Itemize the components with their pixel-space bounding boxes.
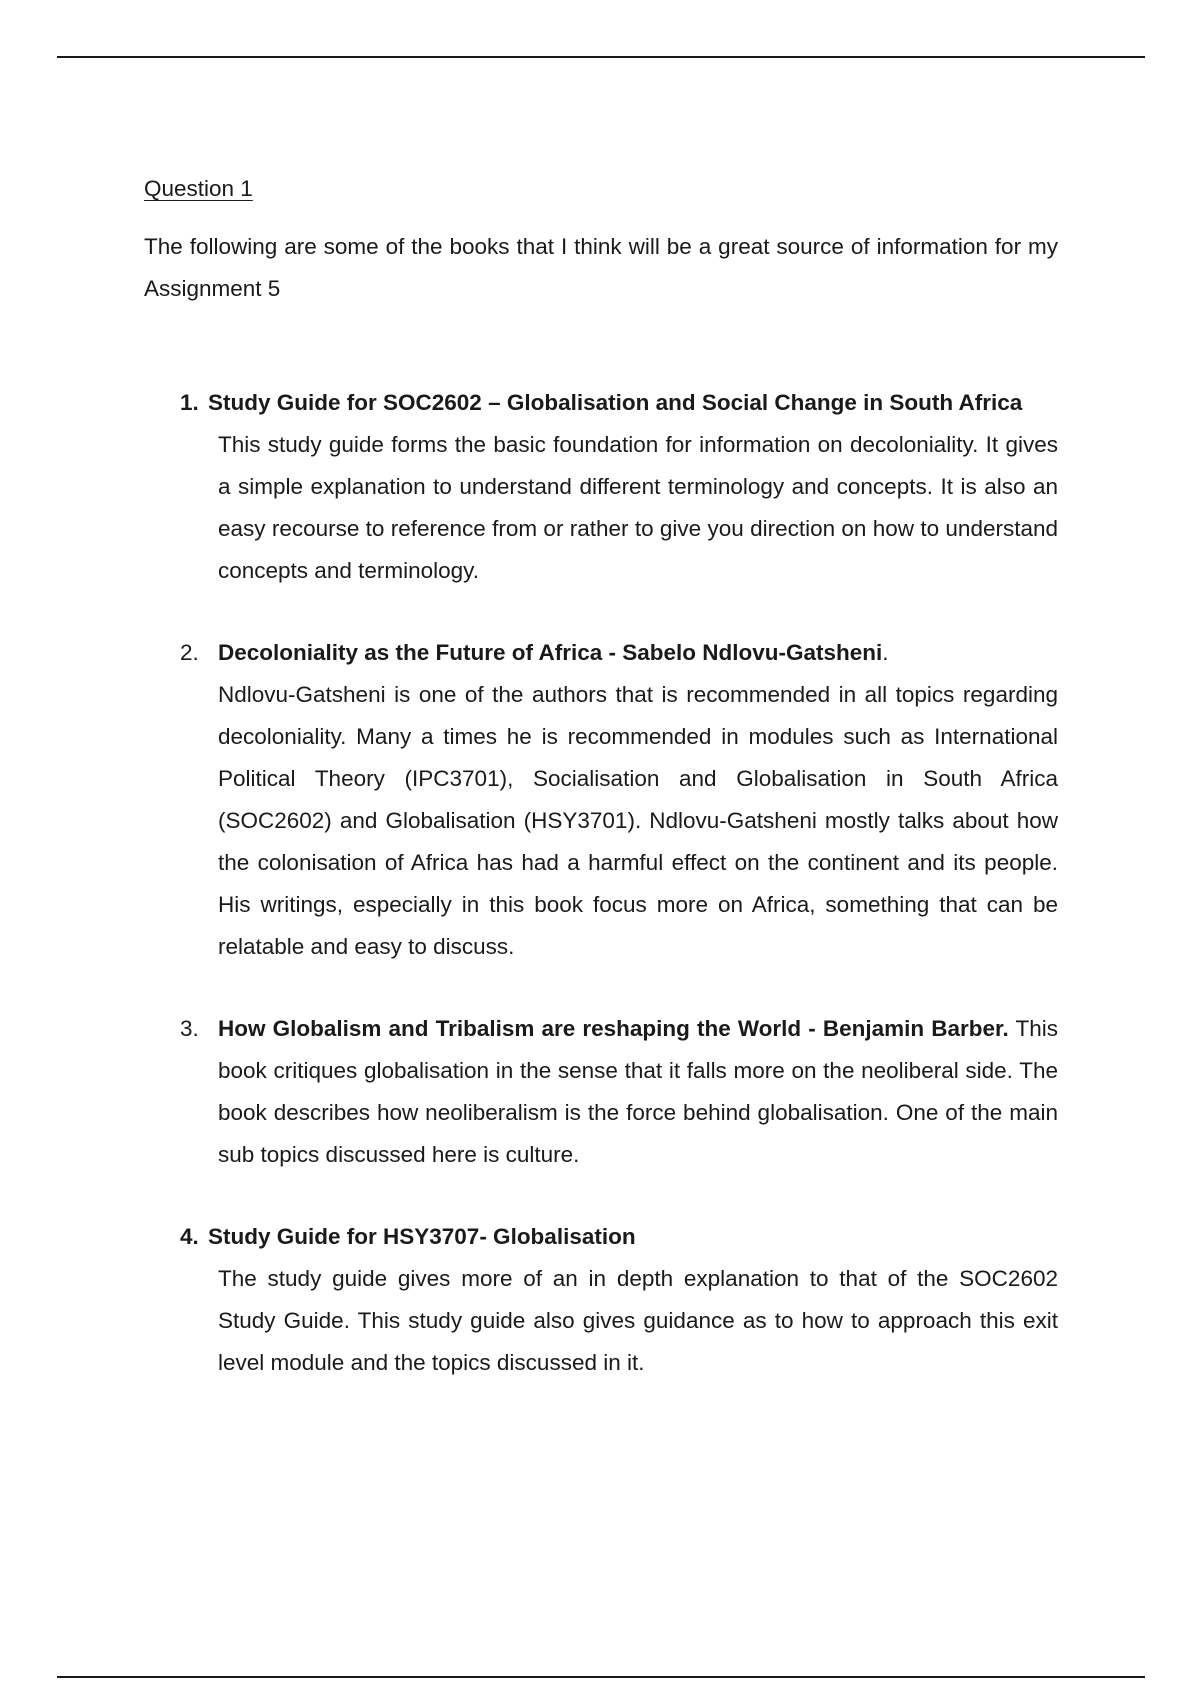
- item-body: This study guide forms the basic foundation for information on decoloniality. It gives a simple explanation to understand different terminology and concepts. It is also an easy recourse to reference from or rather to give you direction on how to understand concepts and terminology.: [218, 432, 1058, 583]
- item-number: 3.: [180, 1016, 199, 1041]
- intro-paragraph: The following are some of the books that I think will be a great source of information for my Assignment 5: [144, 234, 1058, 301]
- item-title: How Globalism and Tribalism are reshaping the World - Benjamin Barber.: [218, 1016, 1009, 1041]
- item-number: 2.: [180, 640, 199, 665]
- item-title: Study Guide for HSY3707- Globalisation: [208, 1224, 636, 1249]
- header-rule: [57, 56, 1145, 58]
- item-title: Study Guide for SOC2602 – Globalisation and Social Change in South Africa: [208, 390, 1023, 415]
- item-title: Decoloniality as the Future of Africa - Sabelo Ndlovu-Gatsheni: [218, 640, 883, 665]
- item-body: Ndlovu-Gatsheni is one of the authors that is recommended in all topics regarding decoloniality. Many a times he is recommended in modules such as International Political Theory (IPC3701), Socialisation and Globalisation in South Africa (SOC2602) and Globalisation (HSY3701). Ndlovu-Gatsheni mostly talks about how the colonisation of Africa has had a harmful effect on the continent and its people. His writings, especially in this book focus more on Africa, something that can be relatable and easy to discuss.: [218, 682, 1058, 959]
- item-body: This book critiques globalisation in the sense that it falls more on the neoliberal side. The book describes how neoliberalism is the force behind globalisation. One of the main sub topics discussed here is culture.: [218, 1016, 1058, 1167]
- list-item: [144, 1008, 1058, 1176]
- book-list: [144, 382, 1058, 1384]
- item-body: The study guide gives more of an in depth explanation to that of the SOC2602 Study Guide. This study guide also gives guidance as to how to approach this exit level module and the topics discussed in it.: [218, 1266, 1058, 1375]
- item-number: 1.: [180, 390, 199, 415]
- question-heading: Question 1: [144, 176, 253, 201]
- item-title-suffix: .: [882, 640, 889, 665]
- list-item: [144, 632, 1058, 968]
- item-text: [218, 1008, 1058, 1176]
- footer-rule: [57, 1676, 1145, 1678]
- item-number: 4.: [180, 1224, 199, 1249]
- list-item: [144, 1216, 1058, 1384]
- list-item: [144, 382, 1058, 592]
- item-title-line: [218, 632, 1058, 674]
- document-body: [144, 168, 1058, 1384]
